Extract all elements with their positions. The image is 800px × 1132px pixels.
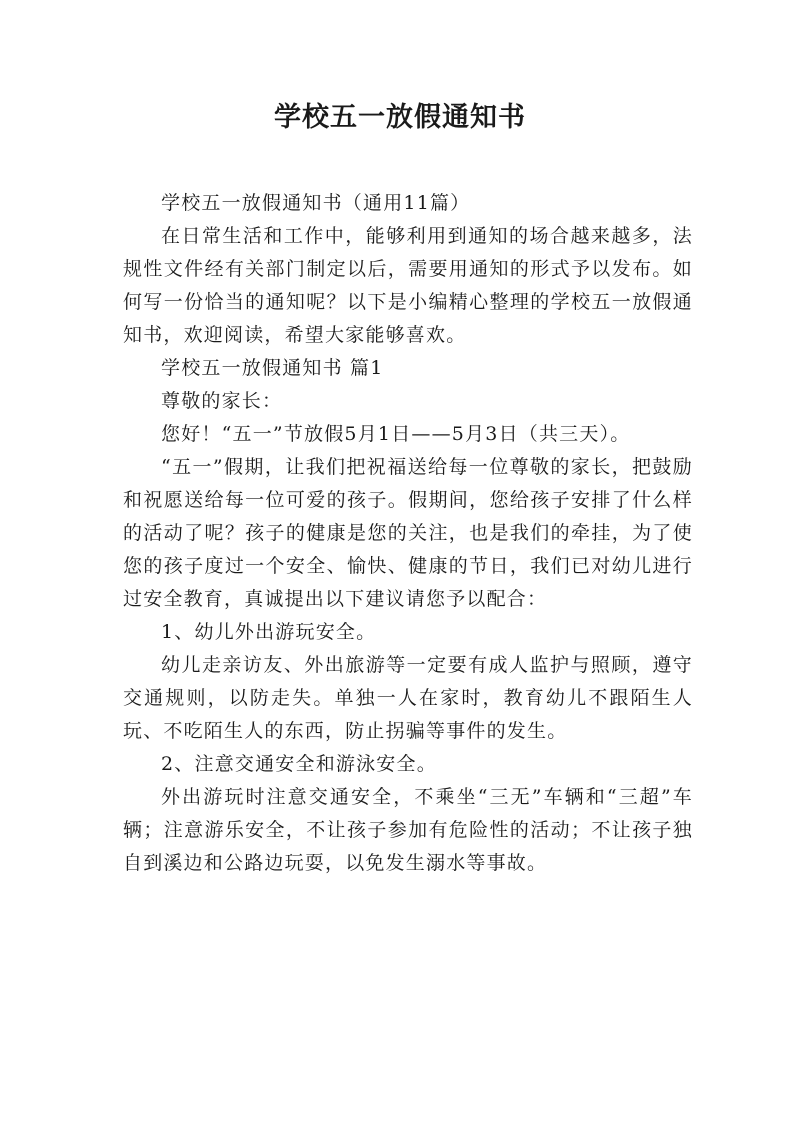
body-paragraph: 外出游玩时注意交通安全，不乘坐“三无”车辆和“三超”车辆；注意游乐安全，不让孩子参加有危险性的活动；不让孩子独自到溪边和公路边玩耍，以免发生溺水等事故。 xyxy=(123,786,693,874)
document-body xyxy=(123,187,693,880)
subtitle-paragraph: 学校五一放假通知书（通用11篇） xyxy=(161,192,471,214)
section-heading: 学校五一放假通知书 篇1 xyxy=(161,357,384,379)
salutation: 尊敬的家长： xyxy=(161,390,283,412)
greeting-paragraph: 您好！“五一”节放假5月1日——5月3日（共三天）。 xyxy=(161,423,631,445)
body-paragraph: 幼儿走亲访友、外出旅游等一定要有成人监护与照顾，遵守交通规则，以防走失。单独一人在家时，教育幼儿不跟陌生人玩、不吃陌生人的东西，防止拐骗等事件的发生。 xyxy=(123,654,693,742)
document-title: 学校五一放假通知书 xyxy=(274,102,526,133)
body-paragraph: “五一”假期，让我们把祝福送给每一位尊敬的家长，把鼓励和祝愿送给每一位可爱的孩子。假期间，您给孩子安排了什么样的活动了呢？孩子的健康是您的关注，也是我们的牵挂，为了使您的孩子度过一个安全、愉快、健康的节日，我们已对幼儿进行过安全教育，真诚提出以下建议请您予以配合： xyxy=(123,456,693,610)
intro-paragraph: 在日常生活和工作中，能够利用到通知的场合越来越多，法规性文件经有关部门制定以后，需要用通知的形式予以发布。如何写一份恰当的通知呢？以下是小编精心整理的学校五一放假通知书，欢迎阅读，希望大家能够喜欢。 xyxy=(123,225,693,346)
list-heading: 1、幼儿外出游玩安全。 xyxy=(161,621,377,643)
list-heading: 2、注意交通安全和游泳安全。 xyxy=(161,753,437,775)
